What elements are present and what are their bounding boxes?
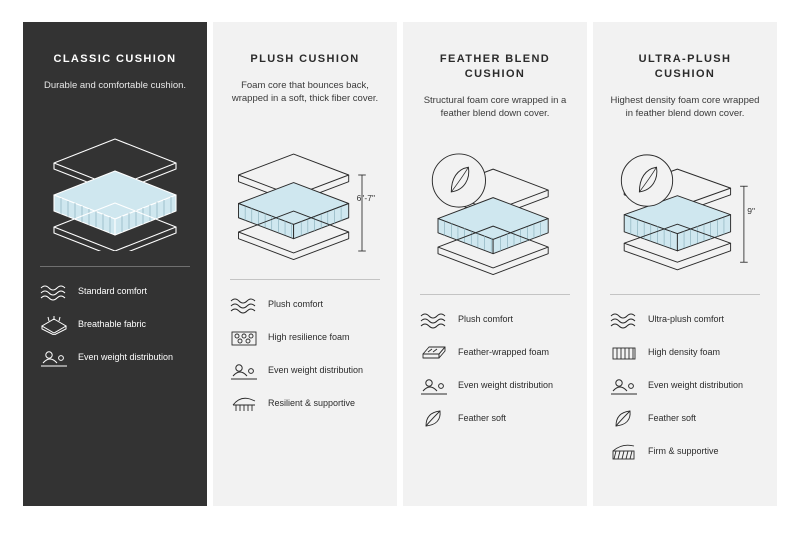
- feature-item: [39, 281, 191, 303]
- feature-item: [39, 347, 191, 369]
- wave-icon: [609, 309, 639, 331]
- feature-item: [229, 360, 381, 382]
- card-feather-blend-cushion[interactable]: [403, 22, 587, 506]
- feature-list: [39, 281, 191, 369]
- card-ultra-plush-cushion[interactable]: [593, 22, 777, 506]
- even-weight-icon: [609, 375, 639, 397]
- feature-label: Plush comfort: [268, 299, 324, 309]
- card-title: CLASSIC CUSHION: [53, 53, 177, 65]
- firm-supportive-icon: [609, 441, 639, 463]
- feature-list: [229, 294, 381, 415]
- feather-icon: [419, 408, 449, 430]
- feature-item: [39, 314, 191, 336]
- feature-label: Plush comfort: [458, 314, 514, 324]
- cushion-illustration-classic: [39, 106, 191, 256]
- wave-icon: [229, 294, 259, 316]
- feature-item: [609, 375, 761, 397]
- leaf-badge: [621, 154, 672, 205]
- wave-icon: [39, 281, 69, 303]
- cushion-illustration-feather-blend: [419, 134, 571, 284]
- feature-item: [229, 294, 381, 316]
- high-density-foam-icon: [609, 342, 639, 364]
- feature-label: Feather-wrapped foam: [458, 347, 550, 357]
- card-subtitle: Highest density foam core wrapped in feather blend down cover.: [610, 95, 760, 119]
- card-plush-cushion[interactable]: [213, 22, 397, 506]
- cushion-illustration-plush: [229, 119, 381, 269]
- breathable-fabric-icon: [39, 314, 69, 336]
- feature-item: [229, 327, 381, 349]
- leaf-badge: [432, 153, 485, 206]
- feature-label: Breathable fabric: [78, 319, 147, 329]
- feature-label: High density foam: [648, 347, 721, 357]
- card-classic-cushion[interactable]: [23, 22, 207, 506]
- feature-list: [419, 309, 571, 430]
- feature-item: [609, 408, 761, 430]
- wave-icon: [419, 309, 449, 331]
- feature-item: [609, 441, 761, 463]
- feather-icon: [609, 408, 639, 430]
- feature-label: Resilient & supportive: [268, 398, 356, 408]
- feature-label: Even weight distribution: [78, 352, 174, 362]
- card-subtitle: Structural foam core wrapped in a feather blend down cover.: [423, 95, 567, 119]
- cushion-illustration-ultra-plush: [609, 134, 761, 284]
- high-resilience-foam-icon: [229, 327, 259, 349]
- even-weight-icon: [39, 347, 69, 369]
- card-subtitle: Durable and comfortable cushion.: [43, 80, 187, 91]
- dimension-label: 6"-7": [356, 193, 375, 203]
- feature-item: [419, 408, 571, 430]
- card-divider: [230, 279, 380, 280]
- feature-label: Even weight distribution: [648, 380, 744, 390]
- even-weight-icon: [419, 375, 449, 397]
- card-divider: [40, 266, 190, 267]
- feature-label: Even weight distribution: [268, 365, 364, 375]
- card-subtitle: Foam core that bounces back, wrapped in a soft, thick fiber cover.: [231, 80, 379, 104]
- resilient-support-icon: [229, 393, 259, 415]
- feather-wrapped-foam-icon: [419, 342, 449, 364]
- card-divider: [610, 294, 760, 295]
- feature-list: [609, 309, 761, 463]
- feature-item: [419, 309, 571, 331]
- feature-label: Even weight distribution: [458, 380, 554, 390]
- feature-label: Feather soft: [648, 413, 697, 423]
- feature-label: Standard comfort: [78, 286, 148, 296]
- even-weight-icon: [229, 360, 259, 382]
- feature-item: [419, 375, 571, 397]
- feature-label: Ultra-plush comfort: [648, 314, 725, 324]
- feature-item: [609, 342, 761, 364]
- card-title: ULTRA-PLUSH CUSHION: [638, 53, 732, 80]
- card-title: PLUSH CUSHION: [250, 53, 360, 65]
- feature-label: Feather soft: [458, 413, 507, 423]
- card-title: FEATHER BLEND CUSHION: [439, 53, 551, 80]
- feature-label: High resilience foam: [268, 332, 350, 342]
- feature-item: [609, 309, 761, 331]
- dimension-label: 9": [747, 206, 755, 216]
- feature-label: Firm & supportive: [648, 446, 719, 456]
- feature-item: [419, 342, 571, 364]
- feature-item: [229, 393, 381, 415]
- card-divider: [420, 294, 570, 295]
